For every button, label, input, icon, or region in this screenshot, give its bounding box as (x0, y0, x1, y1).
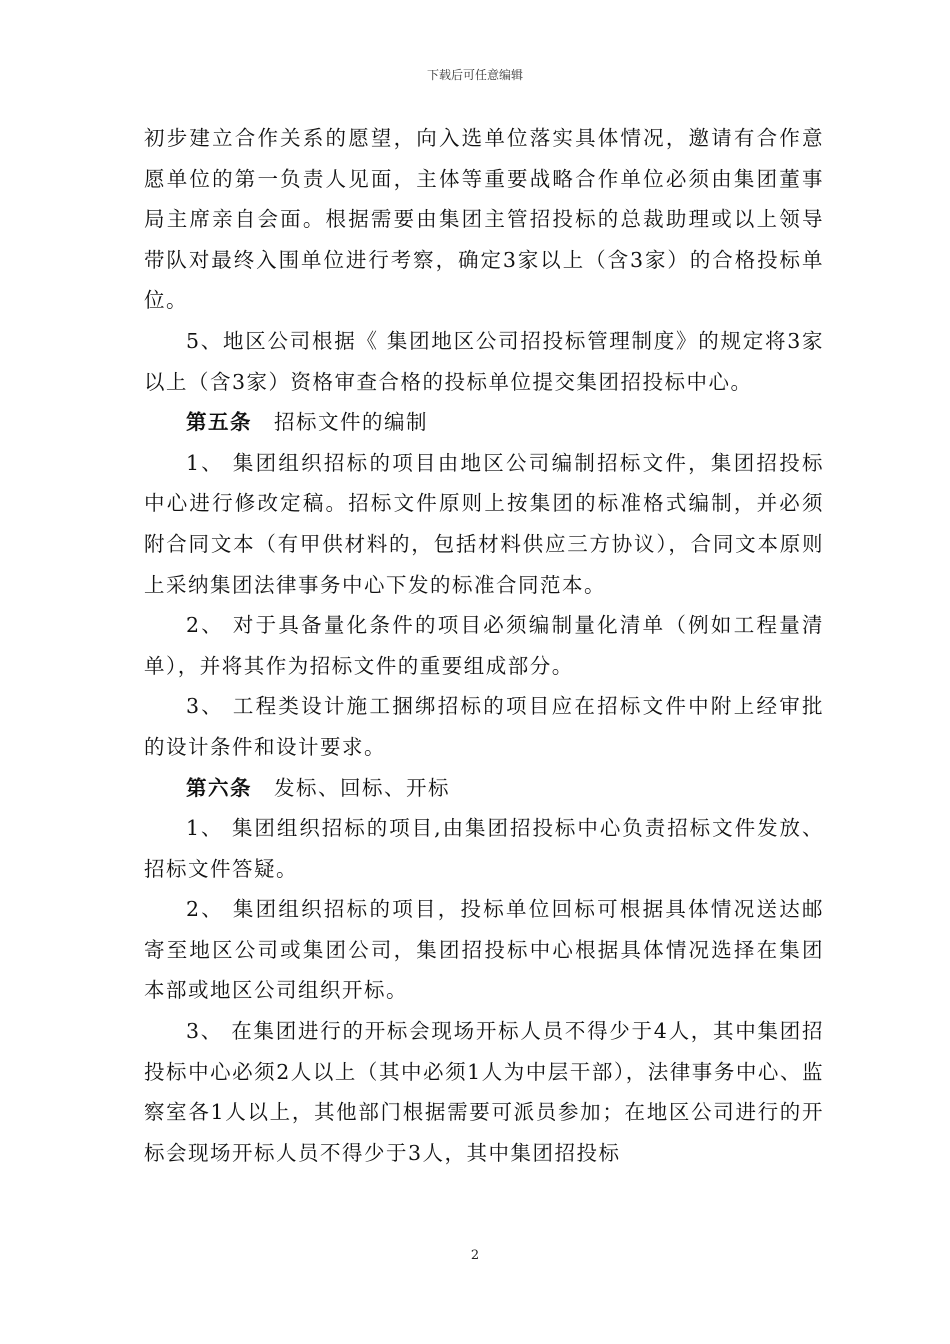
paragraph: 3、 工程类设计施工捆绑招标的项目应在招标文件中附上经审批的设计条件和设计要求。 (144, 694, 824, 759)
page-header: 下载后可任意编辑 (426, 68, 523, 82)
paragraph: 1、 集团组织招标的项目由地区公司编制招标文件，集团招投标中心进行修改定稿。招标文件原则上按集团的标准格式编制，并必须附合同文本（有甲供材料的，包括材料供应三方协议），合同文本原则上采纳集团法律事务中心下发的标准合同范本。 (144, 450, 824, 597)
paragraph: 1、 集团组织招标的项目,由集团招投标中心负责招标文件发放、招标文件答疑。 (144, 816, 824, 881)
article-title: 发标、回标、开标 (274, 775, 450, 800)
article-number: 第六条 (186, 775, 252, 800)
paragraph: 初步建立合作关系的愿望，向入选单位落实具体情况，邀请有合作意愿单位的第一负责人见面，主体等重要战略合作单位必须由集团董事局主席亲自会面。根据需要由集团主管招投标的总裁助理或以上领导带队对最终入围单位进行考察，确定3家以上（含3家）的合格投标单位。 (144, 126, 824, 313)
page-number: 2 (470, 1248, 480, 1263)
paragraph: 5、地区公司根据《 集团地区公司招投标管理制度》的规定将3家以上（含3家）资格审查合格的投标单位提交集团招投标中心。 (144, 328, 824, 394)
paragraph: 3、 在集团进行的开标会现场开标人员不得少于4人，其中集团招投标中心必须2人以上（其中必须1人为中层干部），法律事务中心、监察室各1人以上，其他部门根据需要可派员参加；在地区公司进行的开标会现场开标人员不得少于3人，其中集团招投标 (144, 1019, 824, 1165)
paragraph: 2、 集团组织招标的项目，投标单位回标可根据具体情况送达邮寄至地区公司或集团公司，集团招投标中心根据具体情况选择在集团本部或地区公司组织开标。 (144, 897, 824, 1003)
article-number: 第五条 (186, 410, 252, 435)
document-body (144, 118, 824, 1173)
paragraph: 2、 对于具备量化条件的项目必须编制量化清单（例如工程量清单），并将其作为招标文件的重要组成部分。 (144, 613, 824, 678)
article-heading (144, 768, 824, 809)
article-title: 招标文件的编制 (274, 410, 428, 435)
article-heading (144, 402, 824, 443)
